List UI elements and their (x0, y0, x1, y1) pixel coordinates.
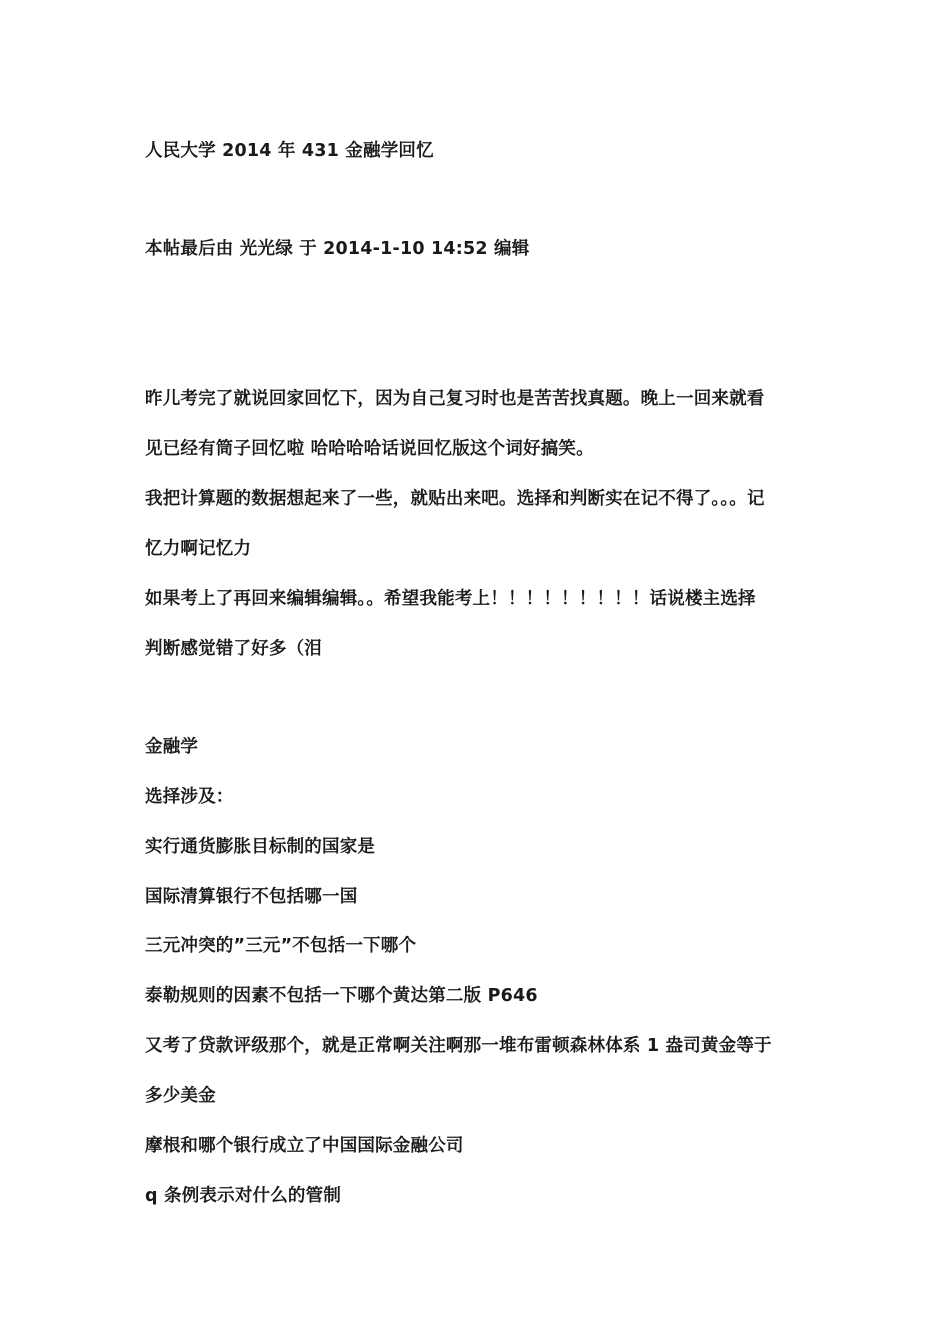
document-title: 人民大学 2014 年 431 金融学回忆 (145, 141, 434, 161)
intro-line: 昨儿考完了就说回家回忆下，因为自己复习时也是苦苦找真题。晚上一回来就看 (145, 389, 765, 409)
question-item: 又考了贷款评级那个，就是正常啊关注啊那一堆布雷顿森林体系 1 盎司黄金等于 (145, 1036, 772, 1056)
question-item: 三元冲突的”三元”不包括一下哪个 (145, 936, 417, 956)
intro-line: 我把计算题的数据想起来了一些，就贴出来吧。选择和判断实在记不得了。。。记 (145, 489, 765, 509)
edit-note: 本帖最后由 光光绿 于 2014-1-10 14:52 编辑 (145, 239, 530, 259)
question-item: 国际清算银行不包括哪一国 (145, 887, 358, 907)
section-subheading: 选择涉及： (145, 787, 234, 807)
question-item: 多少美金 (145, 1086, 216, 1106)
intro-line: 见已经有筒子回忆啦 哈哈哈哈话说回忆版这个词好搞笑。 (145, 439, 594, 459)
section-heading: 金融学 (145, 737, 199, 757)
question-item: 摩根和哪个银行成立了中国国际金融公司 (145, 1136, 464, 1156)
intro-line: 忆力啊记忆力 (145, 539, 252, 559)
question-item: 实行通货膨胀目标制的国家是 (145, 837, 376, 857)
question-item: q 条例表示对什么的管制 (145, 1186, 342, 1206)
question-item: 泰勒规则的因素不包括一下哪个黄达第二版 P646 (145, 986, 538, 1006)
intro-line: 判断感觉错了好多（泪 (145, 639, 322, 659)
intro-line: 如果考上了再回来编辑编辑。。希望我能考上！！！！！！！！！话说楼主选择 (145, 589, 756, 609)
